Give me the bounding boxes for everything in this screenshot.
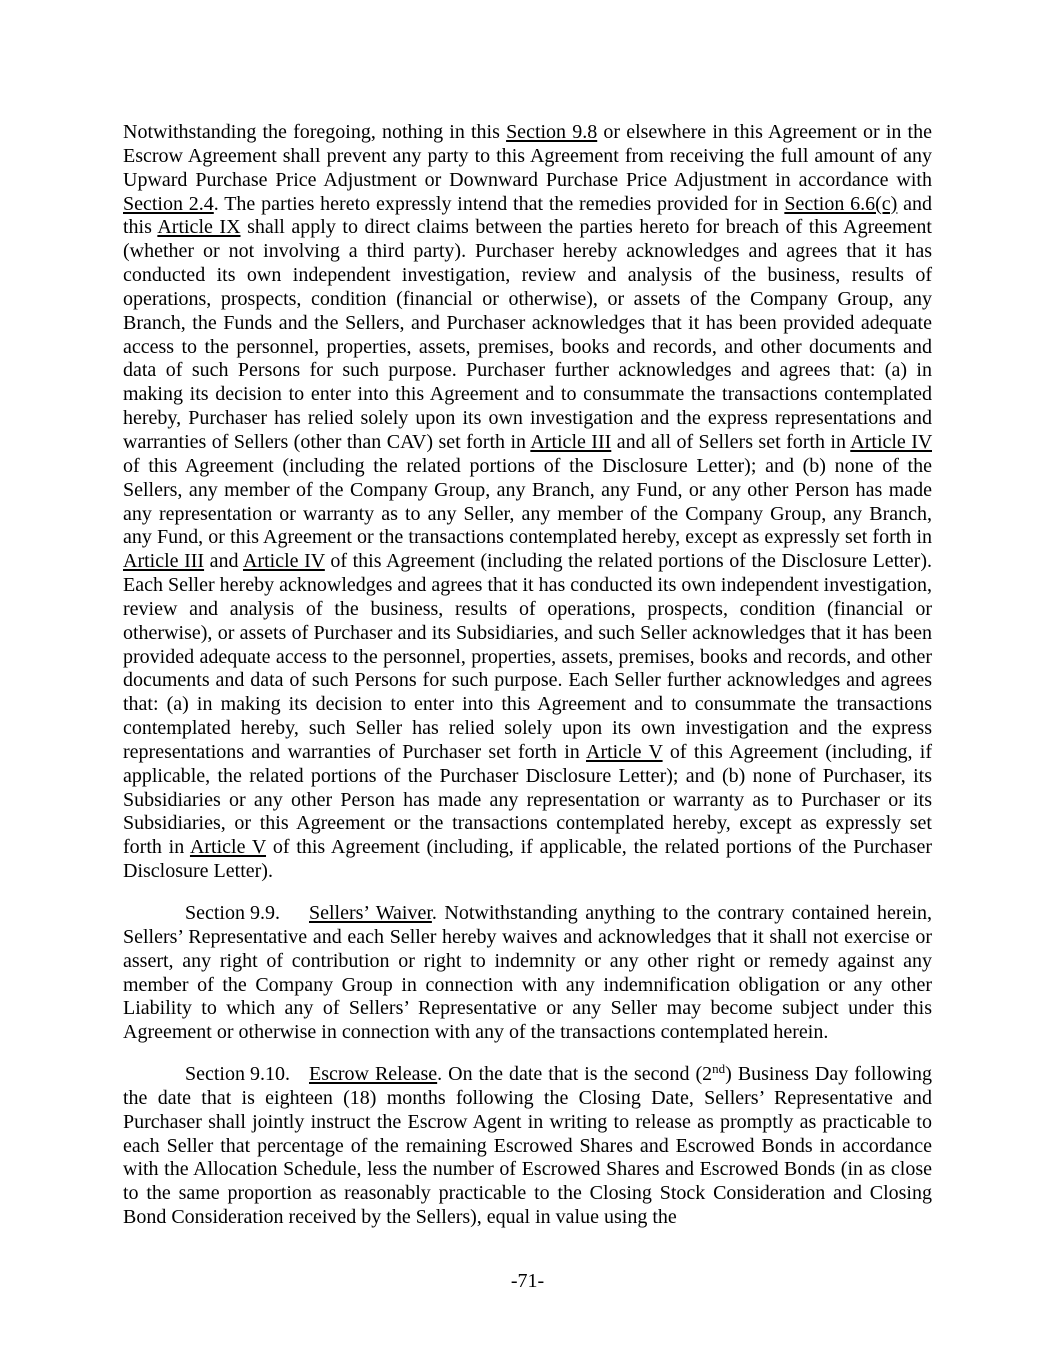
paragraph-text: ) Business Day following the date that is eighteen (18) months following the Closing Date, Sellers’ Representative and Purchaser shall jointly instruct the Escrow Agent in writing to release as promptly as practicable to each Seller that percentage of the remaining Escrowed Shares and Escrowed Bonds in accordance with the Allocation Schedule, less the number of Escrowed Shares and Escrowed Bonds (in as close to the same proportion as reasonably practicable to the Closing Stock Consideration and Closing Bond Consideration received by the Sellers), equal in value using the: [123, 1063, 932, 1229]
paragraph-text: . The parties hereto expressly intend that the remedies provided for in: [213, 192, 785, 215]
cross-reference: Escrow Release: [309, 1063, 438, 1086]
cross-reference: Sellers’ Waiver: [309, 902, 432, 924]
paragraph-text: . Notwithstanding anything to the contrary contained herein, Sellers’ Representative and each Seller hereby waives and acknowledges that it shall not exercise or assert, any right of contribution or right to indemnity or any other right or remedy against any member of the Company Group in connection with any indemnification obligation or any other Liability to which any of Sellers’ Representative or any Seller may become subject under this Agreement or otherwise in connection with any of the transactions contemplated herein.: [123, 902, 933, 1044]
cross-reference: Section 6.6(c): [784, 192, 898, 215]
cross-reference: Section 9.8: [506, 121, 598, 143]
paragraph-text: and all of Sellers set forth in: [611, 430, 851, 453]
cross-reference: Article IX: [157, 216, 241, 239]
cross-reference: Article III: [123, 550, 205, 573]
body-paragraph-continuation: [123, 121, 932, 884]
paragraph-text: and this: [123, 192, 932, 239]
section-number-label: Section 9.9.: [185, 902, 280, 924]
cross-reference: Article V: [586, 740, 663, 763]
section-9-9-paragraph: [123, 902, 932, 1045]
paragraph-text: of this Agreement (including the related portions of the Disclosure Letter); and (b) none of the Sellers, any member of the Company Group, any Branch, any Fund, or any other Person has made any representation or warranty as to any Seller, any member of the Company Group, any Branch, any Fund, or this Agreement or the transactions contemplated hereby, except as expressly set forth in: [123, 454, 932, 549]
cross-reference: Section 2.4: [123, 192, 214, 215]
paragraph-text: . On the date that is the second (2: [437, 1063, 713, 1086]
document-body: [123, 121, 932, 1230]
section-number-label: Section 9.10.: [185, 1063, 290, 1086]
paragraph-text: of this Agreement (including the related portions of the Disclosure Letter). Each Seller hereby acknowledges and agrees that it has conducted its own independent investigation, review and analysis of the business, results of operations, prospects, condition (financial or otherwise), or assets of Purchaser and its Subsidiaries, and such Seller acknowledges that it has been provided adequate access to the personnel, properties, assets, premises, books and records, and other documents and data of such Persons for such purpose. Each Seller further acknowledges and agrees that: (a) in making its decision to enter into this Agreement and to consummate the transactions contemplated hereby, such Seller has relied solely upon its own investigation and the express representations and warranties of Purchaser set forth in: [123, 550, 932, 763]
cross-reference: Article III: [530, 430, 612, 453]
paragraph-text: shall apply to direct claims between the parties hereto for breach of this Agreement (whether or not involving a third party). Purchaser hereby acknowledges and agrees that it has conducted its own independent investigation, review and analysis of the business, results of operations, prospects, condition (financial or otherwise), or assets of the Company Group, any Branch, the Funds and the Sellers, and Purchaser acknowledges that it has been provided adequate access to the personnel, properties, assets, premises, books and records, and other documents and data of such Persons for such purpose. Purchaser further acknowledges and agrees that: (a) in making its decision to enter into this Agreement and to consummate the transactions contemplated hereby, Purchaser has relied solely upon its own investigation and the express representations and warranties of Sellers (other than CAV) set forth in: [123, 216, 932, 453]
paragraph-text: Notwithstanding the foregoing, nothing in this: [123, 121, 507, 143]
ordinal-superscript: nd: [712, 1061, 726, 1077]
section-9-10-paragraph: [123, 1063, 932, 1230]
page-number: -71-: [510, 1270, 545, 1292]
cross-reference: Article IV: [850, 430, 932, 453]
paragraph-text: and: [204, 550, 243, 573]
cross-reference: Article V: [189, 836, 267, 859]
paragraph-text: or elsewhere in this Agreement or in the Escrow Agreement shall prevent any party to this Agreement from receiving the full amount of any Upward Purchase Price Adjustment or Downward Purchase Price Adjustment in accordance with: [123, 121, 932, 191]
paragraph-text: of this Agreement (including, if applicable, the related portions of the Purchaser Disclosure Letter); and (b) none of Purchaser, its Subsidiaries or any other Person has made any representation or warranty as to Purchaser or its Subsidiaries, or this Agreement or the transactions contemplated hereby, except as expressly set forth in: [123, 740, 933, 859]
paragraph-text: of this Agreement (including, if applicable, the related portions of the Purchaser Disclosure Letter).: [123, 836, 932, 883]
cross-reference: Article IV: [242, 550, 325, 573]
